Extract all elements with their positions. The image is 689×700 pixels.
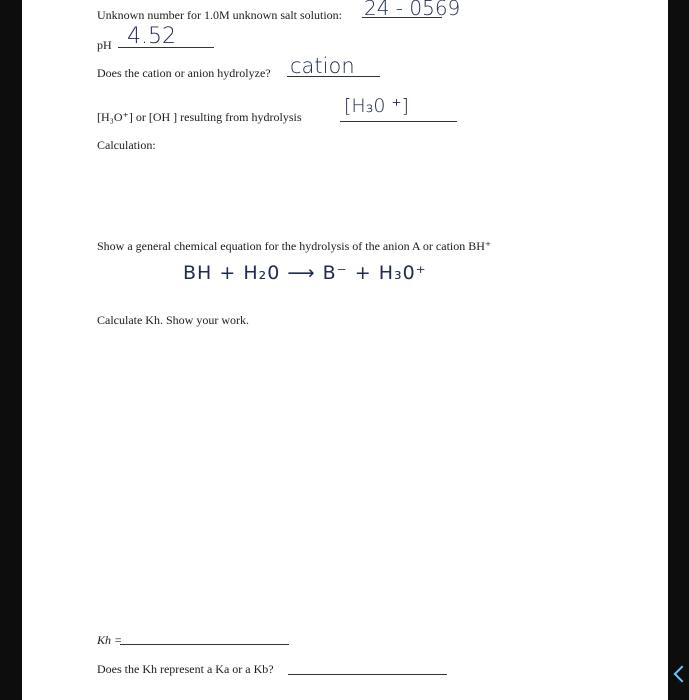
handwritten-equation: BH + H₂0 ⟶ B⁻ + H₃0⁺ [183, 262, 427, 284]
left-dark-margin [0, 0, 22, 700]
ph-label: pH [97, 38, 112, 52]
calculation-label: Calculation: [97, 138, 156, 152]
right-dark-margin [668, 0, 689, 700]
hydrolyze-answer-line [287, 76, 380, 77]
hydrolyze-answer: cation [290, 54, 355, 78]
ion-concentration-answer: [H₃0 ⁺] [344, 95, 409, 117]
ph-answer: 4.52 [127, 24, 176, 49]
ion-concentration-label: [H₃O⁺] or [OH ] resulting from hydrolysis [97, 110, 302, 124]
hydrolyze-question: Does the cation or anion hydrolyze? [97, 66, 271, 80]
ion-concentration-line [340, 121, 457, 122]
ka-kb-question: Does the Kh represent a Ka or a Kb? [97, 662, 274, 676]
unknown-number-answer: 24 - 0569 [364, 0, 461, 20]
kh-label: Kh = [97, 633, 123, 647]
worksheet-page [22, 0, 668, 700]
unknown-number-line [362, 17, 442, 18]
kh-answer-line [120, 644, 289, 645]
unknown-number-label: Unknown number for 1.0M unknown salt solution: [97, 8, 342, 22]
ka-kb-answer-line [288, 674, 447, 675]
equation-prompt: Show a general chemical equation for the hydrolysis of the anion A or cation BH⁺ [97, 239, 492, 253]
kh-prompt: Calculate Kh. Show your work. [97, 313, 249, 327]
ph-answer-line [118, 47, 214, 48]
